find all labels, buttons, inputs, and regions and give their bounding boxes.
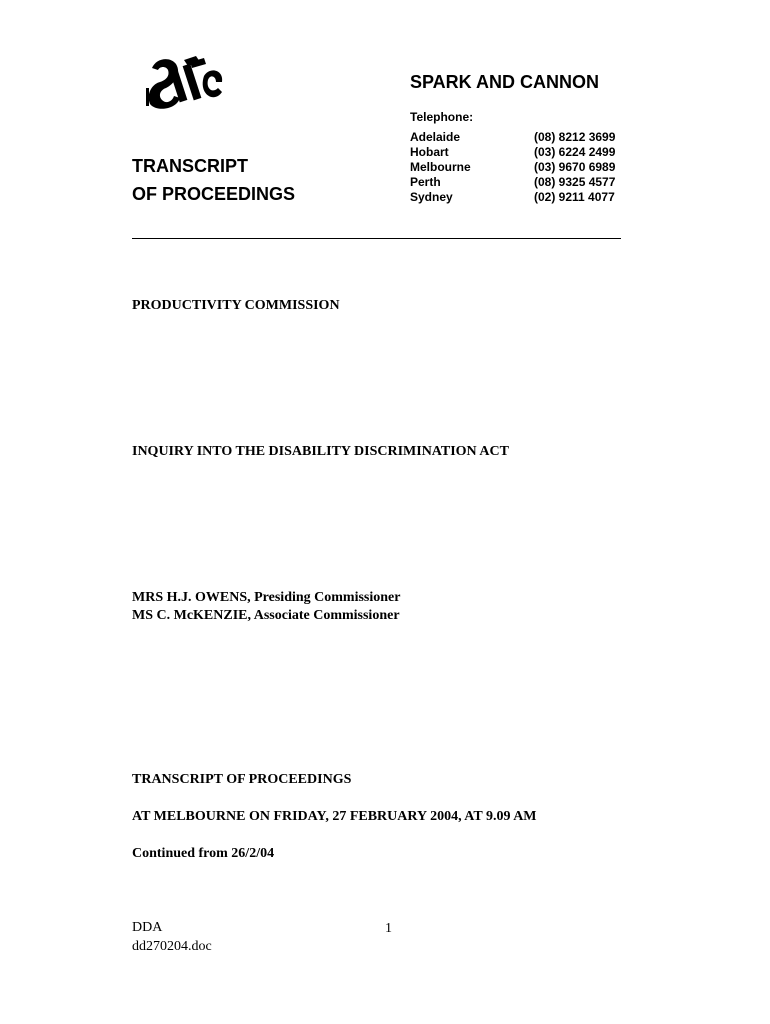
continued-note: Continued from 26/2/04 — [132, 846, 275, 861]
presiding-commissioner: MRS H.J. OWENS, Presiding Commissioner — [132, 590, 401, 605]
office-phone: (02) 9211 4077 — [534, 190, 615, 204]
office-phone: (08) 8212 3699 — [534, 130, 616, 144]
telephone-label: Telephone: — [410, 110, 474, 124]
office-city: Perth — [410, 175, 441, 189]
section-title: TRANSCRIPT OF PROCEEDINGS — [132, 772, 352, 787]
footer-code: DDA — [132, 920, 163, 935]
page-number: 1 — [385, 921, 392, 936]
footer-filename: dd270204.doc — [132, 939, 212, 954]
office-city: Adelaide — [410, 130, 461, 144]
doc-type-line2: OF PROCEEDINGS — [132, 184, 296, 204]
header-divider — [132, 238, 621, 239]
office-phone: (08) 9325 4577 — [534, 175, 616, 189]
spark-and-cannon-logo-icon — [144, 54, 224, 110]
office-phone: (03) 6224 2499 — [534, 145, 616, 159]
inquiry-title: INQUIRY INTO THE DISABILITY DISCRIMINATION ACT — [132, 444, 509, 459]
firm-name: SPARK AND CANNON — [410, 72, 599, 92]
location-date: AT MELBOURNE ON FRIDAY, 27 FEBRUARY 2004, AT 9.09 AM — [132, 809, 537, 824]
office-phones — [534, 130, 615, 205]
associate-commissioner: MS C. McKENZIE, Associate Commissioner — [132, 608, 400, 623]
office-city: Sydney — [410, 190, 453, 204]
organisation-name: PRODUCTIVITY COMMISSION — [132, 298, 340, 313]
doc-type-line1: TRANSCRIPT — [132, 156, 248, 176]
office-city: Melbourne — [410, 160, 471, 174]
office-city: Hobart — [410, 145, 449, 159]
office-phone: (03) 9670 6989 — [534, 160, 616, 174]
office-cities — [410, 130, 471, 205]
